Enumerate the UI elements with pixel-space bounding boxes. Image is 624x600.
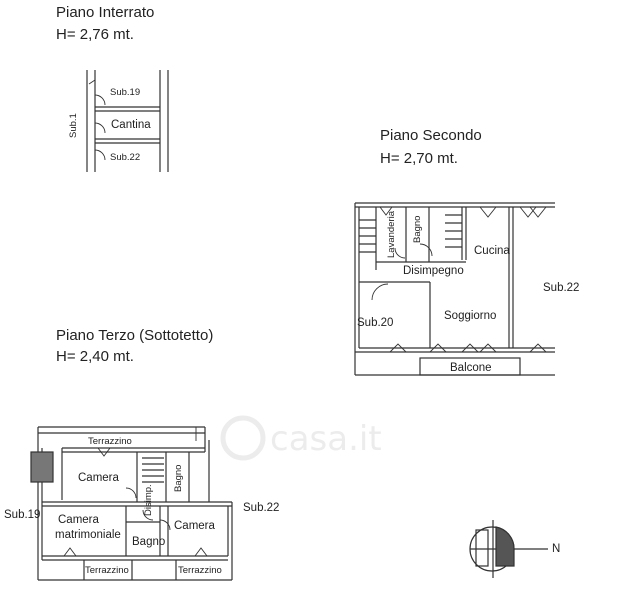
label-sub20: Sub.20 <box>357 317 394 329</box>
compass-north-label: N <box>552 543 561 555</box>
room-lavanderia: Lavanderia <box>386 210 397 258</box>
second-floor-height: H= 2,70 mt. <box>380 150 458 167</box>
room-camera-left: Camera <box>78 472 119 484</box>
room-camera-right: Camera <box>174 520 215 532</box>
room-terrazzino-right: Terrazzino <box>178 565 222 576</box>
room-bagno-second: Bagno <box>412 215 423 243</box>
room-terrazzino-top: Terrazzino <box>88 436 132 447</box>
second-floor-plan <box>355 203 555 375</box>
label-sub19-third: Sub.19 <box>4 509 41 521</box>
casa-it-watermark <box>218 413 414 465</box>
room-cucina: Cucina <box>474 245 510 257</box>
room-bagno-third: Bagno <box>132 536 166 548</box>
third-floor-height: H= 2,40 mt. <box>56 348 134 365</box>
basement-sub22: Sub.22 <box>110 152 141 163</box>
room-camera-matrimoniale-2: matrimoniale <box>55 529 121 541</box>
label-sub22-third: Sub.22 <box>243 502 280 514</box>
second-floor-title: Piano Secondo <box>380 127 482 144</box>
basement-sub1: Sub.1 <box>68 113 79 138</box>
hatched-block <box>31 452 53 482</box>
room-soggiorno: Soggiorno <box>444 310 497 322</box>
room-bagno-small: Bagno <box>173 464 184 492</box>
basement-title: Piano Interrato <box>56 4 155 21</box>
basement-height: H= 2,76 mt. <box>56 26 134 43</box>
room-camera-matrimoniale-1: Camera <box>58 514 99 526</box>
third-floor-plan <box>38 427 232 580</box>
third-floor-title: Piano Terzo (Sottotetto) <box>56 327 214 344</box>
label-sub22-second: Sub.22 <box>543 282 580 294</box>
room-disimpegno: Disimpegno <box>403 265 464 277</box>
room-terrazzino-left: Terrazzino <box>85 565 129 576</box>
watermark-text: casa.it <box>270 419 382 459</box>
basement-sub19: Sub.19 <box>110 87 141 98</box>
room-balcone: Balcone <box>450 362 492 374</box>
basement-cantina: Cantina <box>111 119 151 131</box>
compass-rose <box>470 520 548 578</box>
room-disimp: Disimp. <box>143 484 154 516</box>
